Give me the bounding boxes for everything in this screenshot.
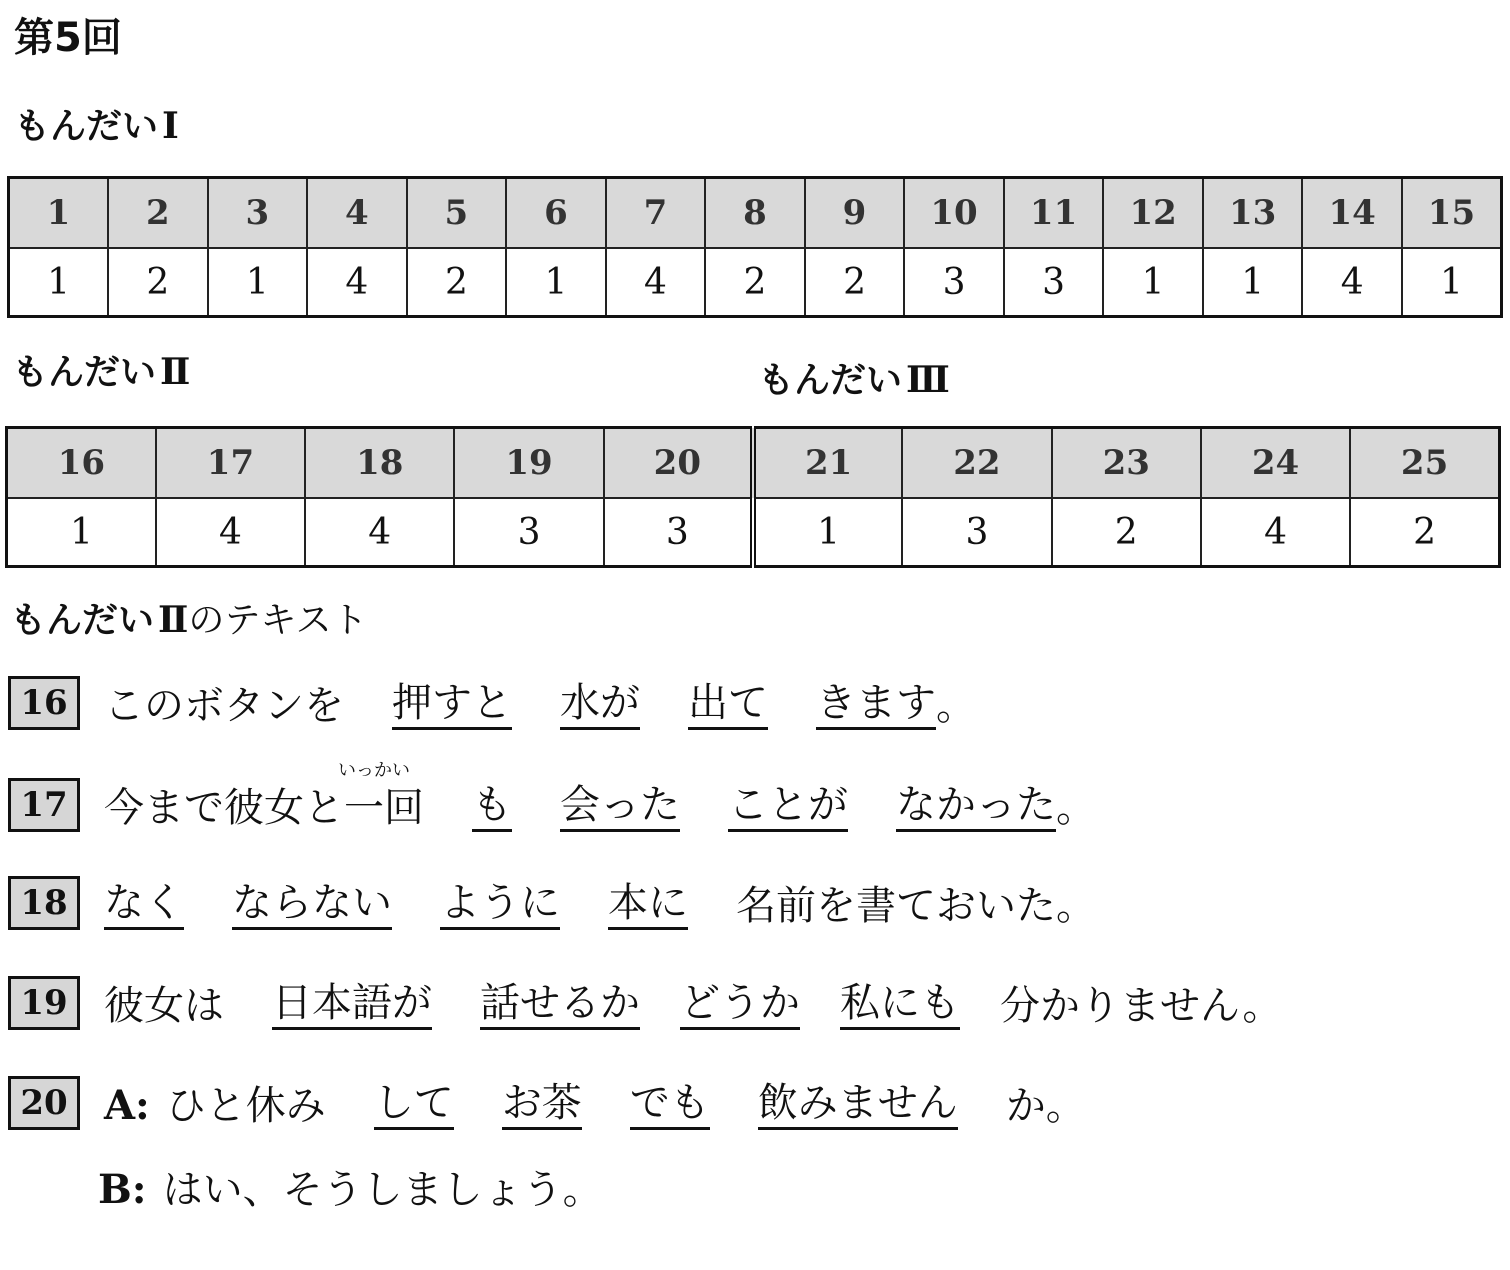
text-section-heading bbox=[10, 599, 368, 641]
answer-blank: 水が bbox=[560, 683, 640, 730]
mondai2-heading-label: もんだい bbox=[12, 352, 157, 393]
question-number-cell: 11 bbox=[1004, 178, 1104, 249]
sentence-prefix: 彼女は bbox=[104, 983, 224, 1029]
question-number-badge: 18 bbox=[8, 876, 80, 930]
question-number-cell: 2 bbox=[108, 178, 208, 249]
answer-blank: 私にも bbox=[840, 983, 960, 1030]
answer-cell: 1 bbox=[208, 248, 308, 317]
mondai1-heading-roman: Ⅰ bbox=[162, 105, 179, 147]
mondai2-3-number-row bbox=[7, 428, 1500, 499]
mondai1-heading-label: もんだい bbox=[14, 106, 159, 147]
answer-blank: ならない bbox=[232, 883, 392, 930]
mondai2-heading bbox=[12, 351, 191, 393]
answer-cell: 3 bbox=[454, 498, 603, 567]
answer-cell: 2 bbox=[805, 248, 905, 317]
answer-blank: も bbox=[472, 785, 512, 832]
question-number-cell: 25 bbox=[1350, 428, 1499, 499]
sentence-17 bbox=[8, 760, 1096, 832]
answer-cell: 2 bbox=[108, 248, 208, 317]
question-number-cell: 13 bbox=[1203, 178, 1303, 249]
text-section-heading-label: もんだい bbox=[10, 600, 155, 641]
question-number-cell: 23 bbox=[1052, 428, 1201, 499]
text-section-heading-roman: Ⅱ bbox=[158, 599, 189, 641]
answer-cell: 4 bbox=[606, 248, 706, 317]
answer-cell: 4 bbox=[1201, 498, 1350, 567]
question-number-cell: 16 bbox=[7, 428, 156, 499]
sentence-18 bbox=[8, 876, 1096, 930]
answer-cell: 3 bbox=[604, 498, 753, 567]
answer-cell: 1 bbox=[1103, 248, 1203, 317]
sentence-prefix-text: ひと休み bbox=[165, 1083, 326, 1129]
question-number-cell: 10 bbox=[904, 178, 1004, 249]
question-number-cell: 1 bbox=[9, 178, 109, 249]
question-number-cell: 6 bbox=[506, 178, 606, 249]
reply-text: はい、そうしましょう。 bbox=[162, 1167, 603, 1213]
question-number-cell: 15 bbox=[1402, 178, 1502, 249]
sentence-prefix: 今まで彼女と bbox=[104, 785, 344, 831]
mondai3-heading-roman: Ⅲ bbox=[906, 359, 950, 401]
answer-blank: 日本語が bbox=[272, 983, 432, 1030]
answer-blank: なく bbox=[104, 883, 184, 930]
answer-cell: 3 bbox=[902, 498, 1051, 567]
ruby-base: 一回 bbox=[344, 785, 424, 831]
sentence-prefix bbox=[104, 1082, 326, 1130]
answer-blank: 飲みません bbox=[758, 1083, 958, 1130]
sentence-suffix: 。 bbox=[936, 683, 976, 729]
answer-blank: どうか bbox=[680, 983, 800, 1030]
page-title: 第5回 bbox=[14, 15, 122, 61]
answer-blank: なかった bbox=[896, 785, 1056, 832]
question-number-cell: 3 bbox=[208, 178, 308, 249]
answer-cell: 1 bbox=[7, 498, 156, 567]
question-number-cell: 22 bbox=[902, 428, 1051, 499]
answer-blank: 押すと bbox=[392, 683, 512, 730]
answer-cell: 1 bbox=[506, 248, 606, 317]
answer-cell: 1 bbox=[1203, 248, 1303, 317]
answer-blank: ように bbox=[440, 883, 560, 930]
sentence-20 bbox=[8, 1076, 1086, 1130]
sentence-suffix: 分かりません。 bbox=[1000, 983, 1283, 1029]
mondai3-heading-label: もんだい bbox=[758, 360, 903, 401]
question-number-cell: 8 bbox=[705, 178, 805, 249]
answer-blank: 本に bbox=[608, 883, 688, 930]
answer-blank: でも bbox=[630, 1083, 710, 1130]
mondai1-answer-row bbox=[9, 248, 1502, 317]
sentence-suffix: 。 bbox=[1056, 785, 1096, 831]
sentence-prefix: このボタンを bbox=[104, 683, 344, 729]
question-number-badge: 16 bbox=[8, 676, 80, 730]
question-number-cell: 9 bbox=[805, 178, 905, 249]
answer-cell: 3 bbox=[904, 248, 1004, 317]
mondai1-answer-table bbox=[7, 176, 1503, 318]
mondai2-3-answer-row bbox=[7, 498, 1500, 567]
question-number-cell: 19 bbox=[454, 428, 603, 499]
question-number-badge: 20 bbox=[8, 1076, 80, 1130]
answer-cell: 1 bbox=[1402, 248, 1502, 317]
sentence-suffix: 名前を書ておいた。 bbox=[736, 883, 1096, 929]
answer-cell: 2 bbox=[1350, 498, 1499, 567]
question-number-cell: 18 bbox=[305, 428, 454, 499]
answer-cell: 1 bbox=[9, 248, 109, 317]
question-number-cell: 4 bbox=[307, 178, 407, 249]
answer-cell: 4 bbox=[156, 498, 305, 567]
mondai1-heading bbox=[14, 105, 179, 147]
answer-cell: 2 bbox=[1052, 498, 1201, 567]
answer-blank: ことが bbox=[728, 785, 848, 832]
sentence-19 bbox=[8, 976, 1282, 1030]
mondai2-3-answer-table bbox=[5, 426, 1501, 568]
speaker-label: B: bbox=[98, 1166, 147, 1213]
answer-blank: 出て bbox=[688, 683, 768, 730]
mondai1-number-row bbox=[9, 178, 1502, 249]
question-number-cell: 14 bbox=[1302, 178, 1402, 249]
sentence-suffix: か。 bbox=[1005, 1083, 1086, 1129]
answer-cell: 3 bbox=[1004, 248, 1104, 317]
question-number-cell: 21 bbox=[753, 428, 902, 499]
speaker-label: A: bbox=[104, 1082, 150, 1129]
ruby-word bbox=[338, 760, 424, 832]
answer-cell: 2 bbox=[705, 248, 805, 317]
question-number-badge: 19 bbox=[8, 976, 80, 1030]
answer-blank: 話せるか bbox=[480, 983, 640, 1030]
sentence-16 bbox=[8, 676, 976, 730]
answer-blank: して bbox=[374, 1083, 454, 1130]
mondai3-heading bbox=[758, 359, 950, 401]
question-number-cell: 20 bbox=[604, 428, 753, 499]
answer-cell: 1 bbox=[753, 498, 902, 567]
answer-cell: 4 bbox=[305, 498, 454, 567]
question-number-cell: 7 bbox=[606, 178, 706, 249]
question-number-cell: 12 bbox=[1103, 178, 1203, 249]
mondai2-heading-roman: Ⅱ bbox=[160, 351, 191, 393]
reply-line bbox=[98, 1166, 603, 1213]
answer-cell: 2 bbox=[407, 248, 507, 317]
question-number-cell: 24 bbox=[1201, 428, 1350, 499]
text-section-heading-suffix: のテキスト bbox=[188, 600, 368, 641]
question-number-cell: 17 bbox=[156, 428, 305, 499]
answer-blank: お茶 bbox=[502, 1083, 582, 1130]
answer-blank: きます bbox=[816, 683, 936, 730]
answer-cell: 4 bbox=[1302, 248, 1402, 317]
answer-cell: 4 bbox=[307, 248, 407, 317]
ruby-reading: いっかい bbox=[338, 760, 410, 781]
question-number-badge: 17 bbox=[8, 778, 80, 832]
question-number-cell: 5 bbox=[407, 178, 507, 249]
answer-blank: 会った bbox=[560, 785, 680, 832]
